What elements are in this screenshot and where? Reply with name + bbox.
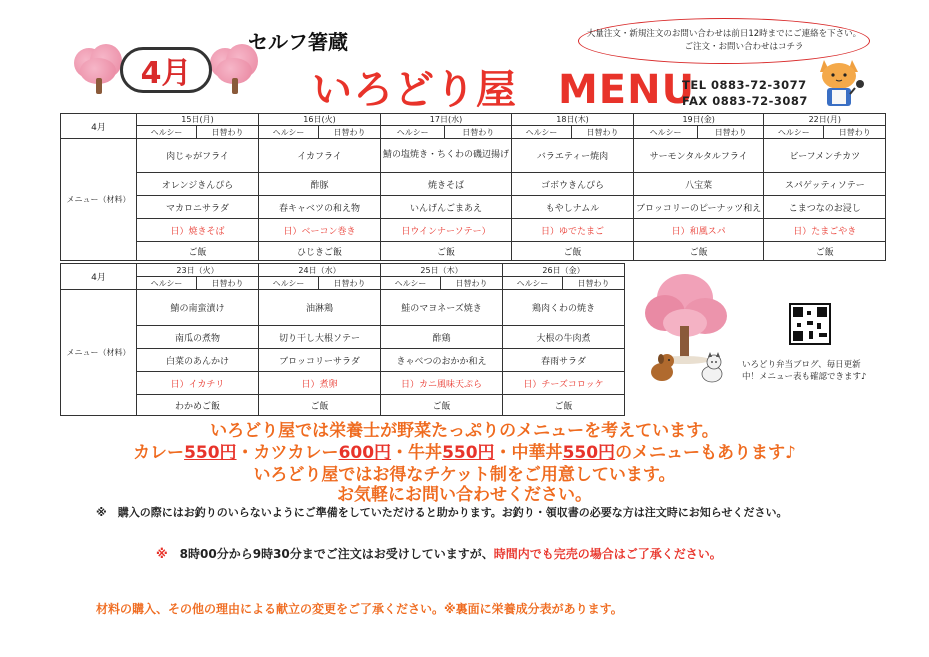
- daily-header: 日替わり: [441, 277, 503, 290]
- cherry-tree-left-icon: [74, 44, 124, 94]
- bubble-line-2: ご注文・お問い合わせはコチラ: [684, 42, 804, 52]
- daily-header: 日替わり: [445, 126, 512, 139]
- menu-item: ご飯: [259, 395, 381, 416]
- price-katsu-curry: 600円: [338, 443, 392, 463]
- menu-item: 春キャベツの和え物: [259, 196, 381, 219]
- menu-item: 切り干し大根ソテー: [259, 326, 381, 349]
- menu-item: ご飯: [512, 242, 634, 261]
- promo-line-1: いろどり屋では栄養士が野菜たっぷりのメニューを考えています。: [210, 421, 719, 441]
- price-gyudon: 550円: [442, 443, 495, 463]
- menu-item: ご飯: [634, 242, 764, 261]
- daily-header: 日替わり: [197, 277, 259, 290]
- date-header: 19日(金): [634, 114, 764, 126]
- menu-table-week1: [60, 113, 886, 261]
- menu-item-daily: 日）煮卵: [259, 372, 381, 395]
- healthy-header: ヘルシー: [764, 126, 824, 139]
- healthy-header: ヘルシー: [137, 277, 197, 290]
- price-curry: 550円: [184, 443, 237, 463]
- promo-line-4: お気軽にお問い合わせください。: [337, 485, 592, 505]
- month-cell: 4月: [61, 114, 137, 139]
- contact-info: [682, 78, 808, 109]
- daily-header: 日替わり: [563, 277, 625, 290]
- menu-item-daily: 日ウインナーソテー）: [381, 219, 512, 242]
- menu-item: オレンジきんぴら: [137, 173, 259, 196]
- menu-item: こまつなのお浸し: [764, 196, 886, 219]
- menu-item: もやしナムル: [512, 196, 634, 219]
- qr-code[interactable]: [789, 303, 831, 345]
- menu-item: きゃべつのおかか和え: [381, 349, 503, 372]
- promo-text: ・中華丼: [494, 443, 563, 463]
- healthy-header: ヘルシー: [259, 277, 319, 290]
- date-header: 16日(火): [259, 114, 381, 126]
- menu-table-week2: [60, 263, 625, 416]
- daily-header: 日替わり: [572, 126, 634, 139]
- healthy-header: ヘルシー: [512, 126, 572, 139]
- menu-item: ご飯: [764, 242, 886, 261]
- menu-item-daily: 日）焼きそば: [137, 219, 259, 242]
- bubble-line-1: 大量注文・新規注文のお問い合わせは前日12時までにご連絡を下さい。: [586, 29, 862, 40]
- promo-text: カレー: [133, 443, 185, 463]
- menu-item-daily: 日）カニ風味天ぷら: [381, 372, 503, 395]
- menu-item: 肉じゃがフライ: [137, 139, 259, 173]
- menu-item-daily: 日）ベーコン巻き: [259, 219, 381, 242]
- page-title: いろどり屋 MENU: [312, 67, 696, 113]
- menu-item: ブロッコリーサラダ: [259, 349, 381, 372]
- date-header: 25日（木）: [381, 264, 503, 277]
- menu-item: ご飯: [503, 395, 625, 416]
- menu-item: スパゲッティソテー: [764, 173, 886, 196]
- promo-text: ・カツカレー: [236, 443, 339, 463]
- sold-out-text: 時間内でも完売の場合はご了承ください。: [493, 547, 722, 561]
- menu-item-daily: 日）たまごやき: [764, 219, 886, 242]
- cherry-tree-dogs-icon: [640, 268, 750, 396]
- menu-item: いんげんごまあえ: [381, 196, 512, 219]
- menu-item: 春雨サラダ: [503, 349, 625, 372]
- menu-item: マカロニサラダ: [137, 196, 259, 219]
- menu-item-daily: 日）和風スパ: [634, 219, 764, 242]
- row-label: メニュー（材料）: [61, 290, 137, 416]
- date-header: 18日(木): [512, 114, 634, 126]
- menu-item-daily: 日）ゆでたまご: [512, 219, 634, 242]
- menu-item: ゴボウきんぴら: [512, 173, 634, 196]
- menu-item-daily: 日）チーズコロッケ: [503, 372, 625, 395]
- promo-line-3: いろどり屋ではお得なチケット制をご用意しています。: [253, 465, 676, 485]
- fax-number: FAX 0883-72-3087: [682, 93, 808, 108]
- healthy-header: ヘルシー: [381, 126, 445, 139]
- date-header: 23日（火）: [137, 264, 259, 277]
- menu-item: 酢豚: [259, 173, 381, 196]
- healthy-header: ヘルシー: [137, 126, 197, 139]
- payment-notice: ※ 購入の際にはお釣りのいらないようにご準備をしていただけると助かります。お釣り・領収書の必要な方は注文時にお知らせください。: [96, 506, 788, 519]
- menu-change-notice: 材料の購入、その他の理由による献立の変更をご了承ください。※裏面に栄養成分表があります。: [96, 602, 623, 616]
- healthy-header: ヘルシー: [634, 126, 698, 139]
- daily-header: 日替わり: [698, 126, 764, 139]
- daily-header: 日替わり: [319, 277, 381, 290]
- tel-number: TEL 0883-72-3077: [682, 78, 807, 92]
- healthy-header: ヘルシー: [503, 277, 563, 290]
- price-chukadon: 550円: [562, 443, 616, 463]
- menu-item: ビーフメンチカツ: [764, 139, 886, 173]
- blog-note-line-1: いろどり弁当ブログ、毎日更新: [742, 360, 861, 370]
- month-cell: 4月: [61, 264, 137, 290]
- menu-item: 鯖の南蛮漬け: [137, 290, 259, 326]
- order-time-text: 8時00分から9時30分までご注文はお受けしていますが、: [179, 547, 494, 561]
- order-time-notice: [156, 545, 722, 562]
- blog-note-line-2: 中！メニュー表も確認できます♪: [742, 372, 867, 383]
- menu-item: サーモンタルタルフライ: [634, 139, 764, 173]
- menu-item: 鯖の塩焼き・ちくわの磯辺揚げ: [381, 139, 512, 173]
- month-badge: 4月: [120, 47, 212, 93]
- menu-item: 大根の牛肉煮: [503, 326, 625, 349]
- daily-header: 日替わり: [197, 126, 259, 139]
- menu-item-daily: 日）イカチリ: [137, 372, 259, 395]
- healthy-header: ヘルシー: [381, 277, 441, 290]
- menu-item: イカフライ: [259, 139, 381, 173]
- menu-item: ご飯: [381, 242, 512, 261]
- blog-note: [742, 359, 866, 384]
- menu-item: 白菜のあんかけ: [137, 349, 259, 372]
- menu-item: 八宝菜: [634, 173, 764, 196]
- promo-text: のメニューもあります♪: [615, 443, 796, 463]
- daily-header: 日替わり: [319, 126, 381, 139]
- menu-item: バラエティー焼肉: [512, 139, 634, 173]
- menu-item: ブロッコリーのピーナッツ和え: [634, 196, 764, 219]
- row-label: メニュー（材料）: [61, 139, 137, 261]
- date-header: 15日(月): [137, 114, 259, 126]
- menu-item: わかめご飯: [137, 395, 259, 416]
- menu-item: ひじきご飯: [259, 242, 381, 261]
- notice-mark: ※: [156, 547, 180, 561]
- menu-item: 鮭のマヨネーズ焼き: [381, 290, 503, 326]
- promo-text: ・牛丼: [391, 443, 443, 463]
- date-header: 24日（水）: [259, 264, 381, 277]
- cat-chef-icon: [814, 52, 864, 108]
- menu-item: ご飯: [381, 395, 503, 416]
- healthy-header: ヘルシー: [259, 126, 319, 139]
- date-header: 17日(水): [381, 114, 512, 126]
- menu-item: 焼きそば: [381, 173, 512, 196]
- menu-item: 油淋鶏: [259, 290, 381, 326]
- menu-item: 酢鶏: [381, 326, 503, 349]
- daily-header: 日替わり: [824, 126, 886, 139]
- date-header: 22日(月): [764, 114, 886, 126]
- menu-item: 南瓜の煮物: [137, 326, 259, 349]
- menu-item: 鶏肉くわの焼き: [503, 290, 625, 326]
- store-subbrand: セルフ箸蔵: [248, 30, 348, 54]
- menu-item: ご飯: [137, 242, 259, 261]
- date-header: 26日（金）: [503, 264, 625, 277]
